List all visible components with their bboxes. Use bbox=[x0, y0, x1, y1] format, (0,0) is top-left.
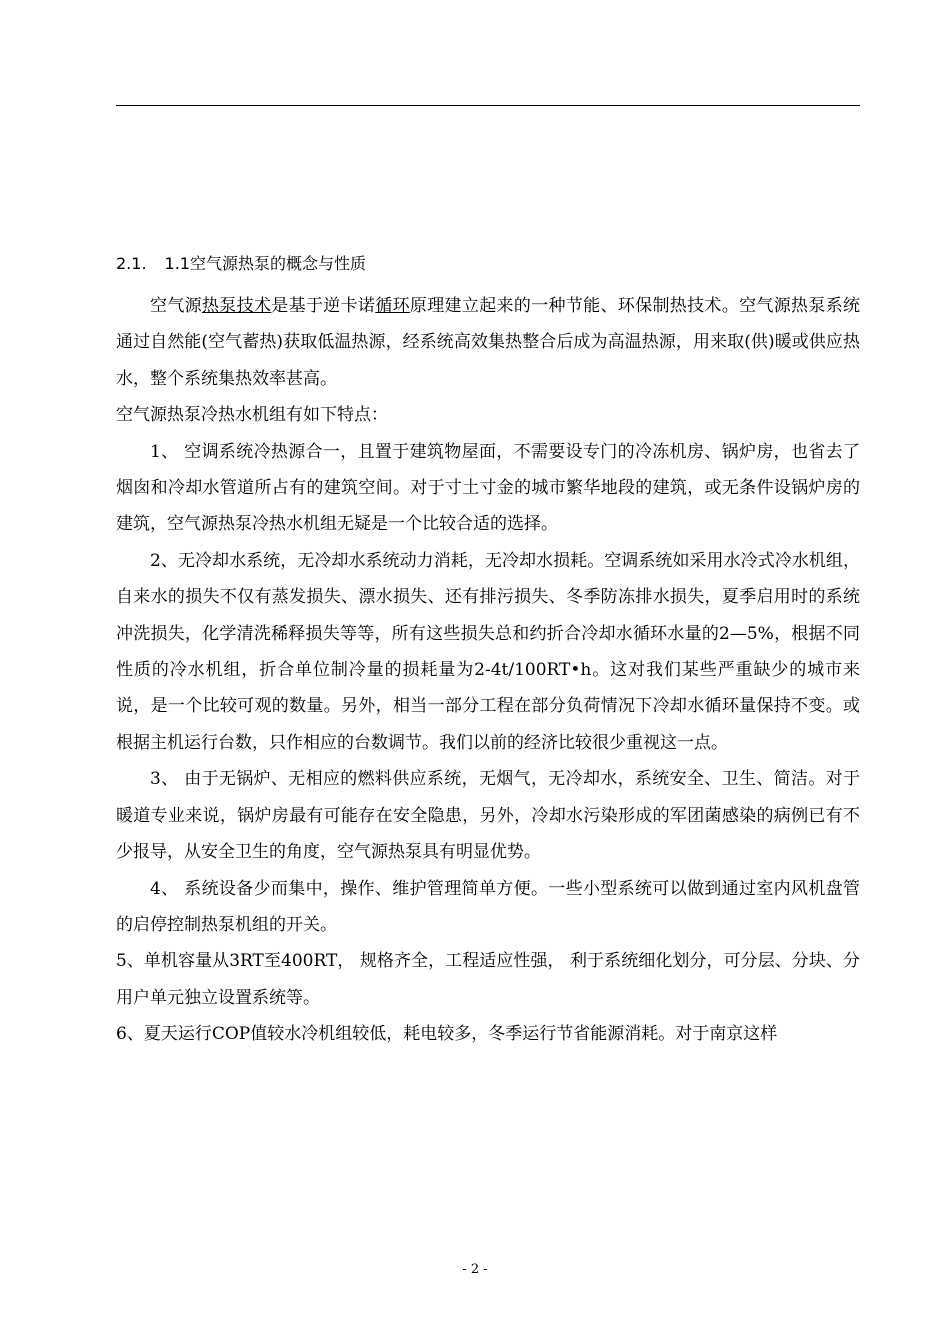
intro-text: 原理建立起来的一种节能、环保制热技术。空气源热泵系统通过自然能(空气蓄热)获取低温热源，经系统高效集热整合后成为高温热源，用来取(供)暖或供应热水，整个系统集热效率甚高。 bbox=[116, 296, 861, 389]
page-number: - 2 - bbox=[462, 1262, 488, 1277]
cycle-link[interactable]: 循环 bbox=[375, 296, 410, 316]
section-title: 1.1空气源热泵的概念与性质 bbox=[164, 254, 366, 273]
body-text bbox=[116, 288, 860, 1053]
point-1: 1、 空调系统冷热源合一，且置于建筑物屋面，不需要设专门的冷冻机房、锅炉房，也省去了烟囱和冷却水管道所占有的建筑空间。对于寸土寸金的城市繁华地段的建筑，或无条件设锅炉房的建筑，空气源热泵冷热水机组无疑是一个比较合适的选择。 bbox=[116, 441, 860, 535]
point-2: 2、无冷却水系统，无冷却水系统动力消耗，无冷却水损耗。空调系统如采用水冷式冷水机组，自来水的损失不仅有蒸发损失、漂水损失、还有排污损失、冬季防冻排水损失，夏季启用时的系统冲洗损失，化学清洗稀释损失等等，所有这些损失总和约折合冷却水循环水量的2—5%，根据不同性质的冷水机组，折合单位制冷量的损耗量为2-4t/100RT•h。这对我们某些严重缺少的城市来说，是一个比较可观的数量。另外，相当一部分工程在部分负荷情况下冷却水循环量保持不变。或根据主机运行台数，只作相应的台数调节。我们以前的经济比较很少重视这一点。 bbox=[116, 550, 860, 753]
heat-pump-link[interactable]: 热泵技术 bbox=[201, 296, 272, 316]
point-4: 4、 系统设备少而集中，操作、维护管理简单方便。一些小型系统可以做到通过室内风机盘管的启停控制热泵机组的开关。 bbox=[116, 878, 860, 935]
features-intro: 空气源热泵冷热水机组有如下特点： bbox=[116, 405, 388, 426]
section-heading bbox=[116, 250, 366, 278]
intro-text: 空气源 bbox=[150, 296, 202, 316]
point-3: 3、 由于无锅炉、无相应的燃料供应系统，无烟气，无冷却水，系统安全、卫生、简洁。对于暖道专业来说，锅炉房最有可能存在安全隐患，另外，冷却水污染形成的军团菌感染的病例已有不少报导，从安全卫生的角度，空气源热泵具有明显优势。 bbox=[116, 769, 860, 863]
intro-text: 是基于逆卡诺 bbox=[271, 296, 376, 316]
header-rule bbox=[116, 105, 860, 106]
intro-paragraph bbox=[116, 288, 860, 397]
point-6: 6、夏天运行COP值较水冷机组较低，耗电较多，冬季运行节省能源消耗。对于南京这样 bbox=[116, 1024, 778, 1045]
section-number: 2.1. bbox=[116, 254, 147, 273]
point-5: 5、单机容量从3RT至400RT， 规格齐全，工程适应性强， 利于系统细化划分，可分层、分块、分用户单元独立设置系统等。 bbox=[116, 951, 860, 1008]
